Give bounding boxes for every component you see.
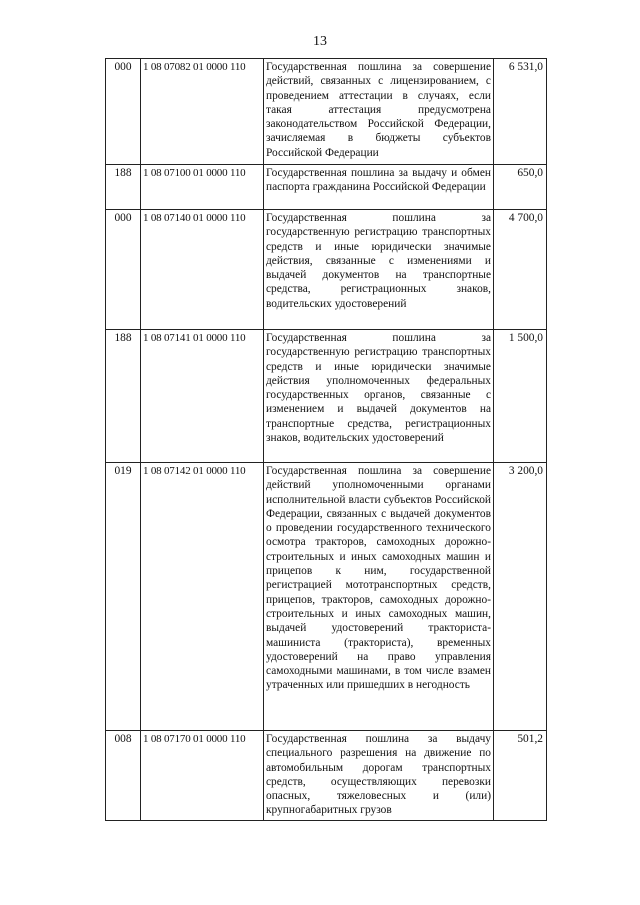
table-row — [106, 330, 547, 463]
budget-code-cell: 1 08 07142 01 0000 110 — [141, 463, 264, 731]
amount-cell: 4 700,0 — [494, 210, 547, 330]
budget-code-cell: 1 08 07082 01 0000 110 — [141, 59, 264, 165]
admin-code-cell: 188 — [106, 330, 141, 463]
table-row — [106, 463, 547, 731]
table-row — [106, 731, 547, 821]
revenue-name-cell: Государственная пошлина за государственную регистрацию транспортных средств и иные юридически значимые действия, связанные с изменениями и выдачей документов на транспортные средства, регистрационных знаков, водительских удостоверений — [264, 210, 494, 330]
budget-code-cell: 1 08 07170 01 0000 110 — [141, 731, 264, 821]
admin-code-cell: 188 — [106, 165, 141, 210]
table-row — [106, 210, 547, 330]
admin-code-cell: 008 — [106, 731, 141, 821]
budget-code-cell: 1 08 07140 01 0000 110 — [141, 210, 264, 330]
amount-cell: 3 200,0 — [494, 463, 547, 731]
amount-cell: 650,0 — [494, 165, 547, 210]
admin-code-cell: 019 — [106, 463, 141, 731]
page-number: 13 — [313, 34, 327, 49]
revenue-name-cell: Государственная пошлина за совершение действий уполномоченными органами исполнительной власти субъектов Российской Федерации, связанных с выдачей документов о проведении государственного технического осмотра тракторов, самоходных дорожно-строительных и иных самоходных машин и прицепов к ним, государственной регистрацией мототранспортных средств, прицепов, тракторов, самоходных дорожно-строительных и иных самоходных машин, выдачей удостоверений тракториста-машиниста (тракториста), временных удостоверений на право управления самоходными машинами, в том числе взамен утраченных или пришедших в негодность — [264, 463, 494, 731]
amount-cell: 1 500,0 — [494, 330, 547, 463]
revenue-name-cell: Государственная пошлина за совершение действий, связанных с лицензированием, с проведением аттестации в случаях, если такая аттестация предусмотрена законодательством Российской Федерации, зачисляемая в бюджеты субъектов Российской Федерации — [264, 59, 494, 165]
table-row — [106, 165, 547, 210]
amount-cell: 501,2 — [494, 731, 547, 821]
revenue-name-cell: Государственная пошлина за выдачу и обмен паспорта гражданина Российской Федерации — [264, 165, 494, 210]
admin-code-cell: 000 — [106, 210, 141, 330]
table-row — [106, 59, 547, 165]
budget-code-cell: 1 08 07100 01 0000 110 — [141, 165, 264, 210]
budget-code-cell: 1 08 07141 01 0000 110 — [141, 330, 264, 463]
revenue-name-cell: Государственная пошлина за государственную регистрацию транспортных средств и иные юридически значимые действия уполномоченных федеральных государственных органов, связанные с изменением и выдачей документов на транспортные средства, регистрационных знаков, водительских удостоверений — [264, 330, 494, 463]
admin-code-cell: 000 — [106, 59, 141, 165]
amount-cell: 6 531,0 — [494, 59, 547, 165]
budget-revenue-table — [105, 58, 547, 821]
revenue-name-cell: Государственная пошлина за выдачу специального разрешения на движение по автомобильным дорогам транспортных средств, осуществляющих перевозки опасных, тяжеловесных и (или) крупногабаритных грузов — [264, 731, 494, 821]
